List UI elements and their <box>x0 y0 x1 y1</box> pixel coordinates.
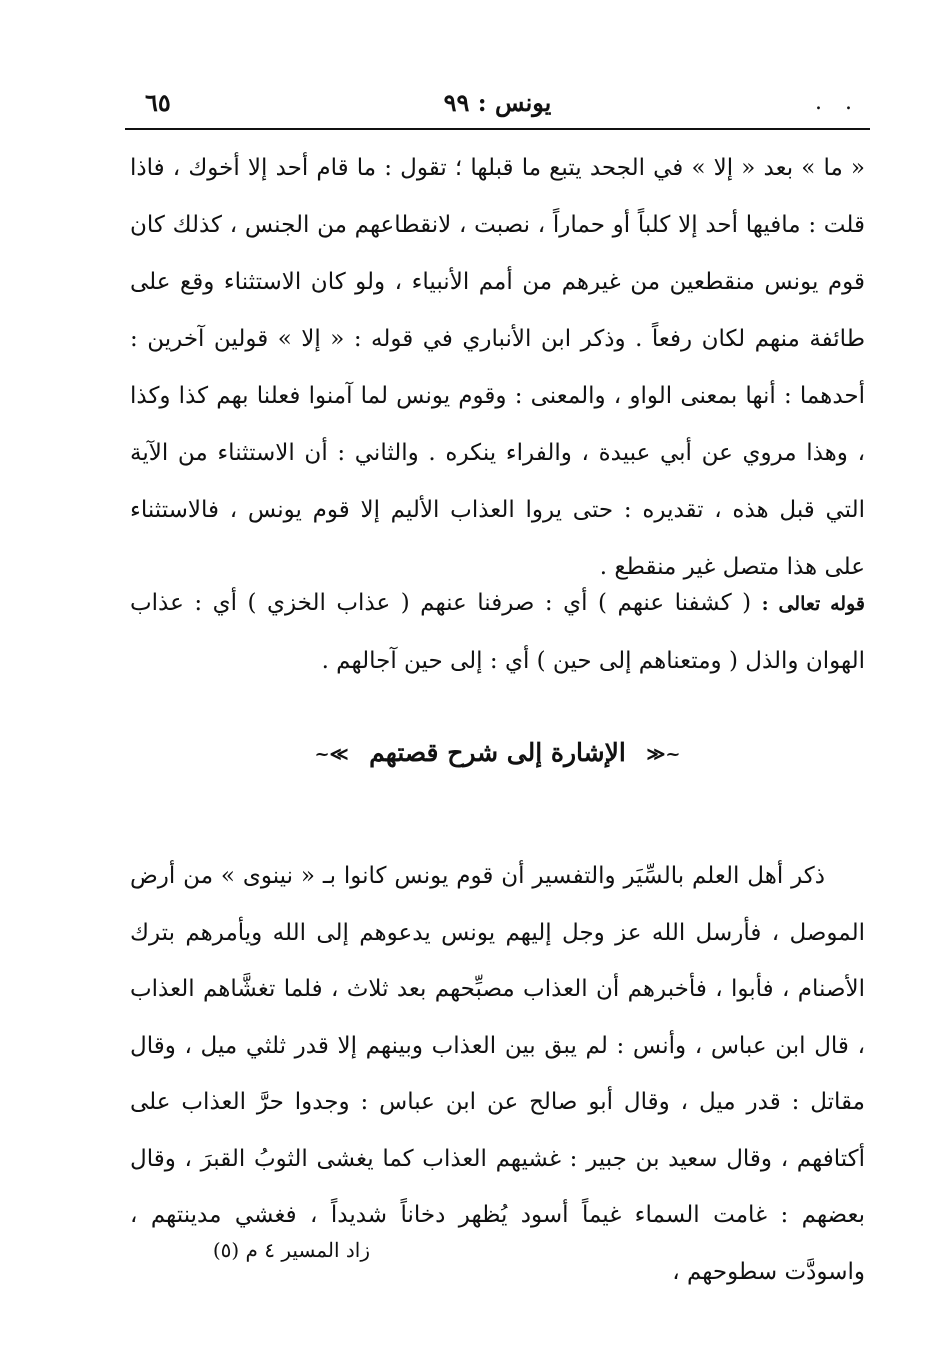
ornament-left-icon: ≫~ <box>314 744 349 765</box>
paragraph-2-text: ( كشفنا عنهم ) أي : صرفنا عنهم ( عذاب الخزي ) أي : عذاب الهوان والذل ( ومتعناهم إلى حين ) أي : إلى حين آجالهم . <box>130 590 865 674</box>
section-heading-text: الإشارة إلى شرح قصتهم <box>369 738 626 767</box>
printer-signature: زاد المسير ٤ م (٥) <box>212 1238 370 1262</box>
header-rule <box>125 128 870 130</box>
page-number: ٦٥ <box>145 88 171 117</box>
paragraph-1: « ما » بعد « إلا » في الجحد يتبع ما قبلها ؛ تقول : ما قام أحد إلا أخوك ، فاذا قلت : مافيها أحد إلا كلباً أو حماراً ، نصبت ، لانقطاعهم من الجنس ، كذلك كان قوم يونس منقطعين من غيرهم من أمم الأنبياء ، ولو كان الاستثناء وقع على طائفة منهم لكان رفعاً . وذكر ابن الأنباري في قوله : « إلا » قولين آخرين : أحدهما : أنها بمعنى الواو ، والمعنى : وقوم يونس لما آمنوا فعلنا بهم كذا وكذا ، وهذا مروي عن أبي عبيدة ، والفراء ينكره . والثاني : أن الاستثناء من الآية التي قبل هذه ، تقديره : حتى يروا العذاب الأليم إلا قوم يونس ، فالاستثناء على هذا متصل غير منقطع . <box>130 155 865 580</box>
paragraph-3-text: ذكر أهل العلم بالسِّيَر والتفسير أن قوم يونس كانوا بـ « نينوى » من أرض الموصل ، فأرسل الله عز وجل إليهم يونس يدعوهم إلى الله ويأمرهم بترك الأصنام ، فأبوا ، فأخبرهم أن العذاب مصبِّحهم بعد ثلاث ، فلما تغشَّاهم العذاب ، قال ابن عباس ، وأنس : لم يبق بين العذاب وبينهم إلا قدر ثلثي ميل ، وقال مقاتل : قدر ميل ، وقال أبو صالح عن ابن عباس : وجدوا حرَّ العذاب على أكتافهم ، وقال سعيد بن جبير : غشيهم العذاب كما يغشى الثوبُ القبرَ ، وقال بعضهم : غامت السماء غيماً أسود يُظهر دخاناً شديداً ، فغشي مدينتهم ، واسودَّت سطوحهم ، <box>130 863 865 1285</box>
running-title: يونس : ٩٩ <box>443 88 552 117</box>
page-header <box>125 88 870 124</box>
paragraph-2 <box>130 575 865 690</box>
quran-verse-lead: قوله تعالى : <box>761 593 865 615</box>
section-heading <box>130 738 865 767</box>
header-dots: . . <box>815 90 860 115</box>
paragraph-3 <box>130 848 865 1300</box>
ornament-right-icon: ~≪ <box>646 744 681 765</box>
